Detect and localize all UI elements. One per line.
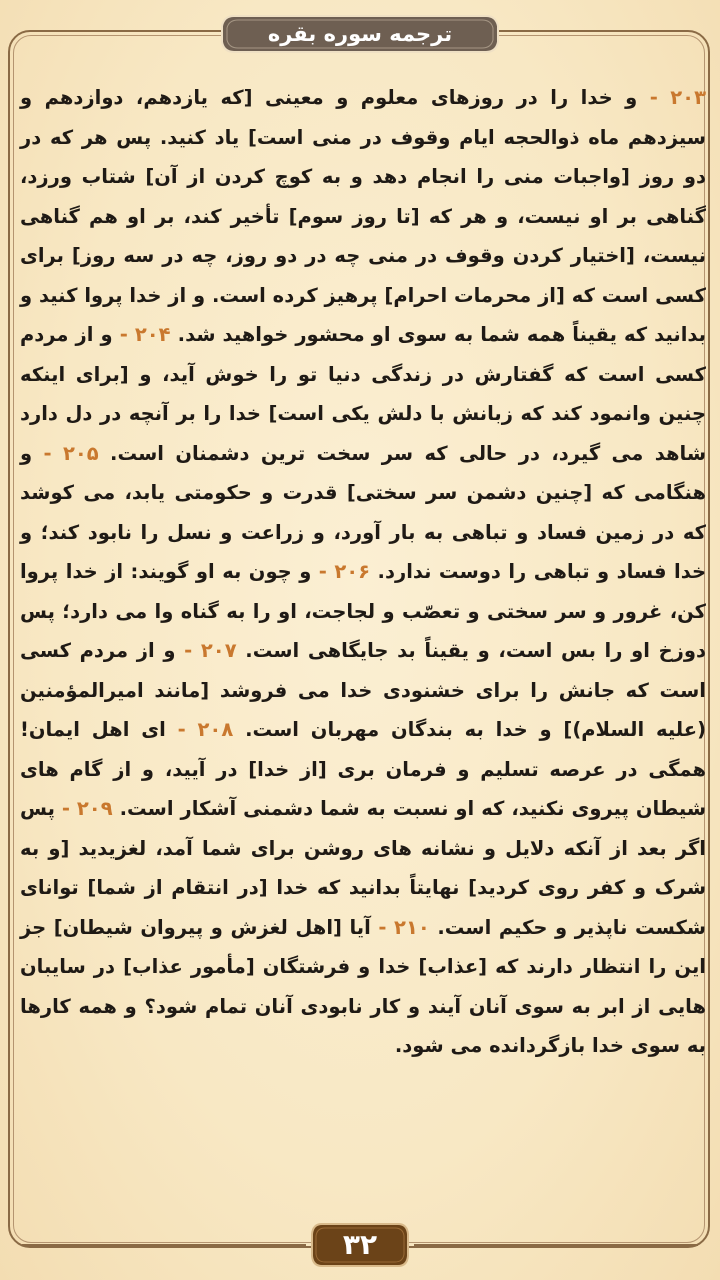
verse-text: آیا [اهل لغزش و پیروان شیطان] جز این را انتظار دارند که [عذاب] خدا و فرشتگان [مأمور عذاب] در سایبان هایی از ابر به سوی آنان آیند و کار نابودی آنان تمام شود؟ و همه کارها به سوی خدا بازگردانده می شود. — [20, 915, 706, 1057]
footer-divider-right — [414, 1244, 698, 1246]
title-banner — [220, 14, 500, 58]
verse-number: ۲۰۳ — [670, 86, 706, 109]
page-number: ۳۲ — [342, 1228, 378, 1261]
verse-text: و خدا را در روزهای معلوم و معینی [که یازدهم، دوازدهم و سیزدهم ماه ذوالحجه ایام وقوف در منی است] یاد کنید. پس هر که در دو روز [واجبات منی را انجام دهد و به کوچ کردن از آن] شتاب ورزد، گناهی بر او نیست، و هر که [تا روز سوم] تأخیر کند، بر او هم گناهی نیست، [اختیار کردن وقوف در منی چه در دو روز، چه در سه روز] برای کسی است که [از محرمات احرام] پرهیز کرده است. و از خدا پروا کنید و بدانید که یقیناً همه شما به سوی او محشور خواهید شد. — [20, 86, 706, 346]
footer-divider-left — [22, 1244, 306, 1246]
verse-number: ۲۰۴ — [134, 323, 171, 346]
verse-number: ۲۰۹ — [76, 797, 113, 820]
verse-dash: - — [165, 718, 198, 741]
verse-dash: - — [175, 639, 201, 662]
verse-number: ۲۰۵ — [62, 441, 99, 465]
verse-number: ۲۱۰ — [394, 915, 430, 939]
verse-number: ۲۰۸ — [197, 718, 234, 741]
page-number-badge — [310, 1222, 410, 1268]
verse-text: و از مردم کسی است که گفتارش در زندگی دنیا تو را خوش آید، و [برای اینکه چنین وانمود کند که زبانش با دلش یکی است] خدا را بر آنچه در دل دارد شاهد می گیرد، در حالی که سر سخت ترین دشمنان است. — [20, 323, 707, 465]
verse-dash: - — [112, 323, 135, 346]
verse-text: و از مردم کسی است که جانش را برای خشنودی خدا می فروشد [مانند امیرالمؤمنین (علیه السلام)] و خدا به بندگان مهربان است. — [20, 639, 706, 741]
verse-number: ۲۰۶ — [334, 560, 371, 583]
verse-text: ای اهل ایمان! همگی در عرصه تسلیم و فرمان بری [از خدا] در آیید، و از گام های شیطان پیروی نکنید، که او نسبت به شما دشمنی آشکار است. — [20, 718, 706, 820]
verse-dash: - — [637, 86, 671, 109]
verse-dash: - — [311, 560, 335, 583]
passage-text — [20, 78, 706, 1066]
verse-text: و هنگامی که [چنین دشمن سر سختی] قدرت و حکومتی یابد، می کوشد که در زمین فساد و تباهی به بار آورد، و زراعت و نسل را نابود کند؛ و خدا فساد و تباهی را دوست ندارد. — [20, 441, 707, 583]
verse-text: پس اگر بعد از آنکه دلایل و نشانه های روشن برای شما آمد، لغزیدید [و به شرک و کفر روی کردید] نهایتاً بدانید که خدا [در انتقام از شما] توانای شکست ناپذیر و حکیم است. — [20, 797, 706, 939]
verse-text: و چون به او گویند: از خدا پروا کن، غرور و سر سختی و تعصّب و لجاجت، او را به گناه وا می دارد؛ پس دوزخ او را بس است، و یقیناً بد جایگاهی است. — [20, 560, 707, 662]
verse-dash: - — [32, 441, 63, 465]
verse-number: ۲۰۷ — [200, 639, 237, 662]
page-title: ترجمه سوره بقره — [267, 22, 453, 46]
verse-dash: - — [54, 797, 77, 820]
verse-dash: - — [370, 915, 395, 939]
